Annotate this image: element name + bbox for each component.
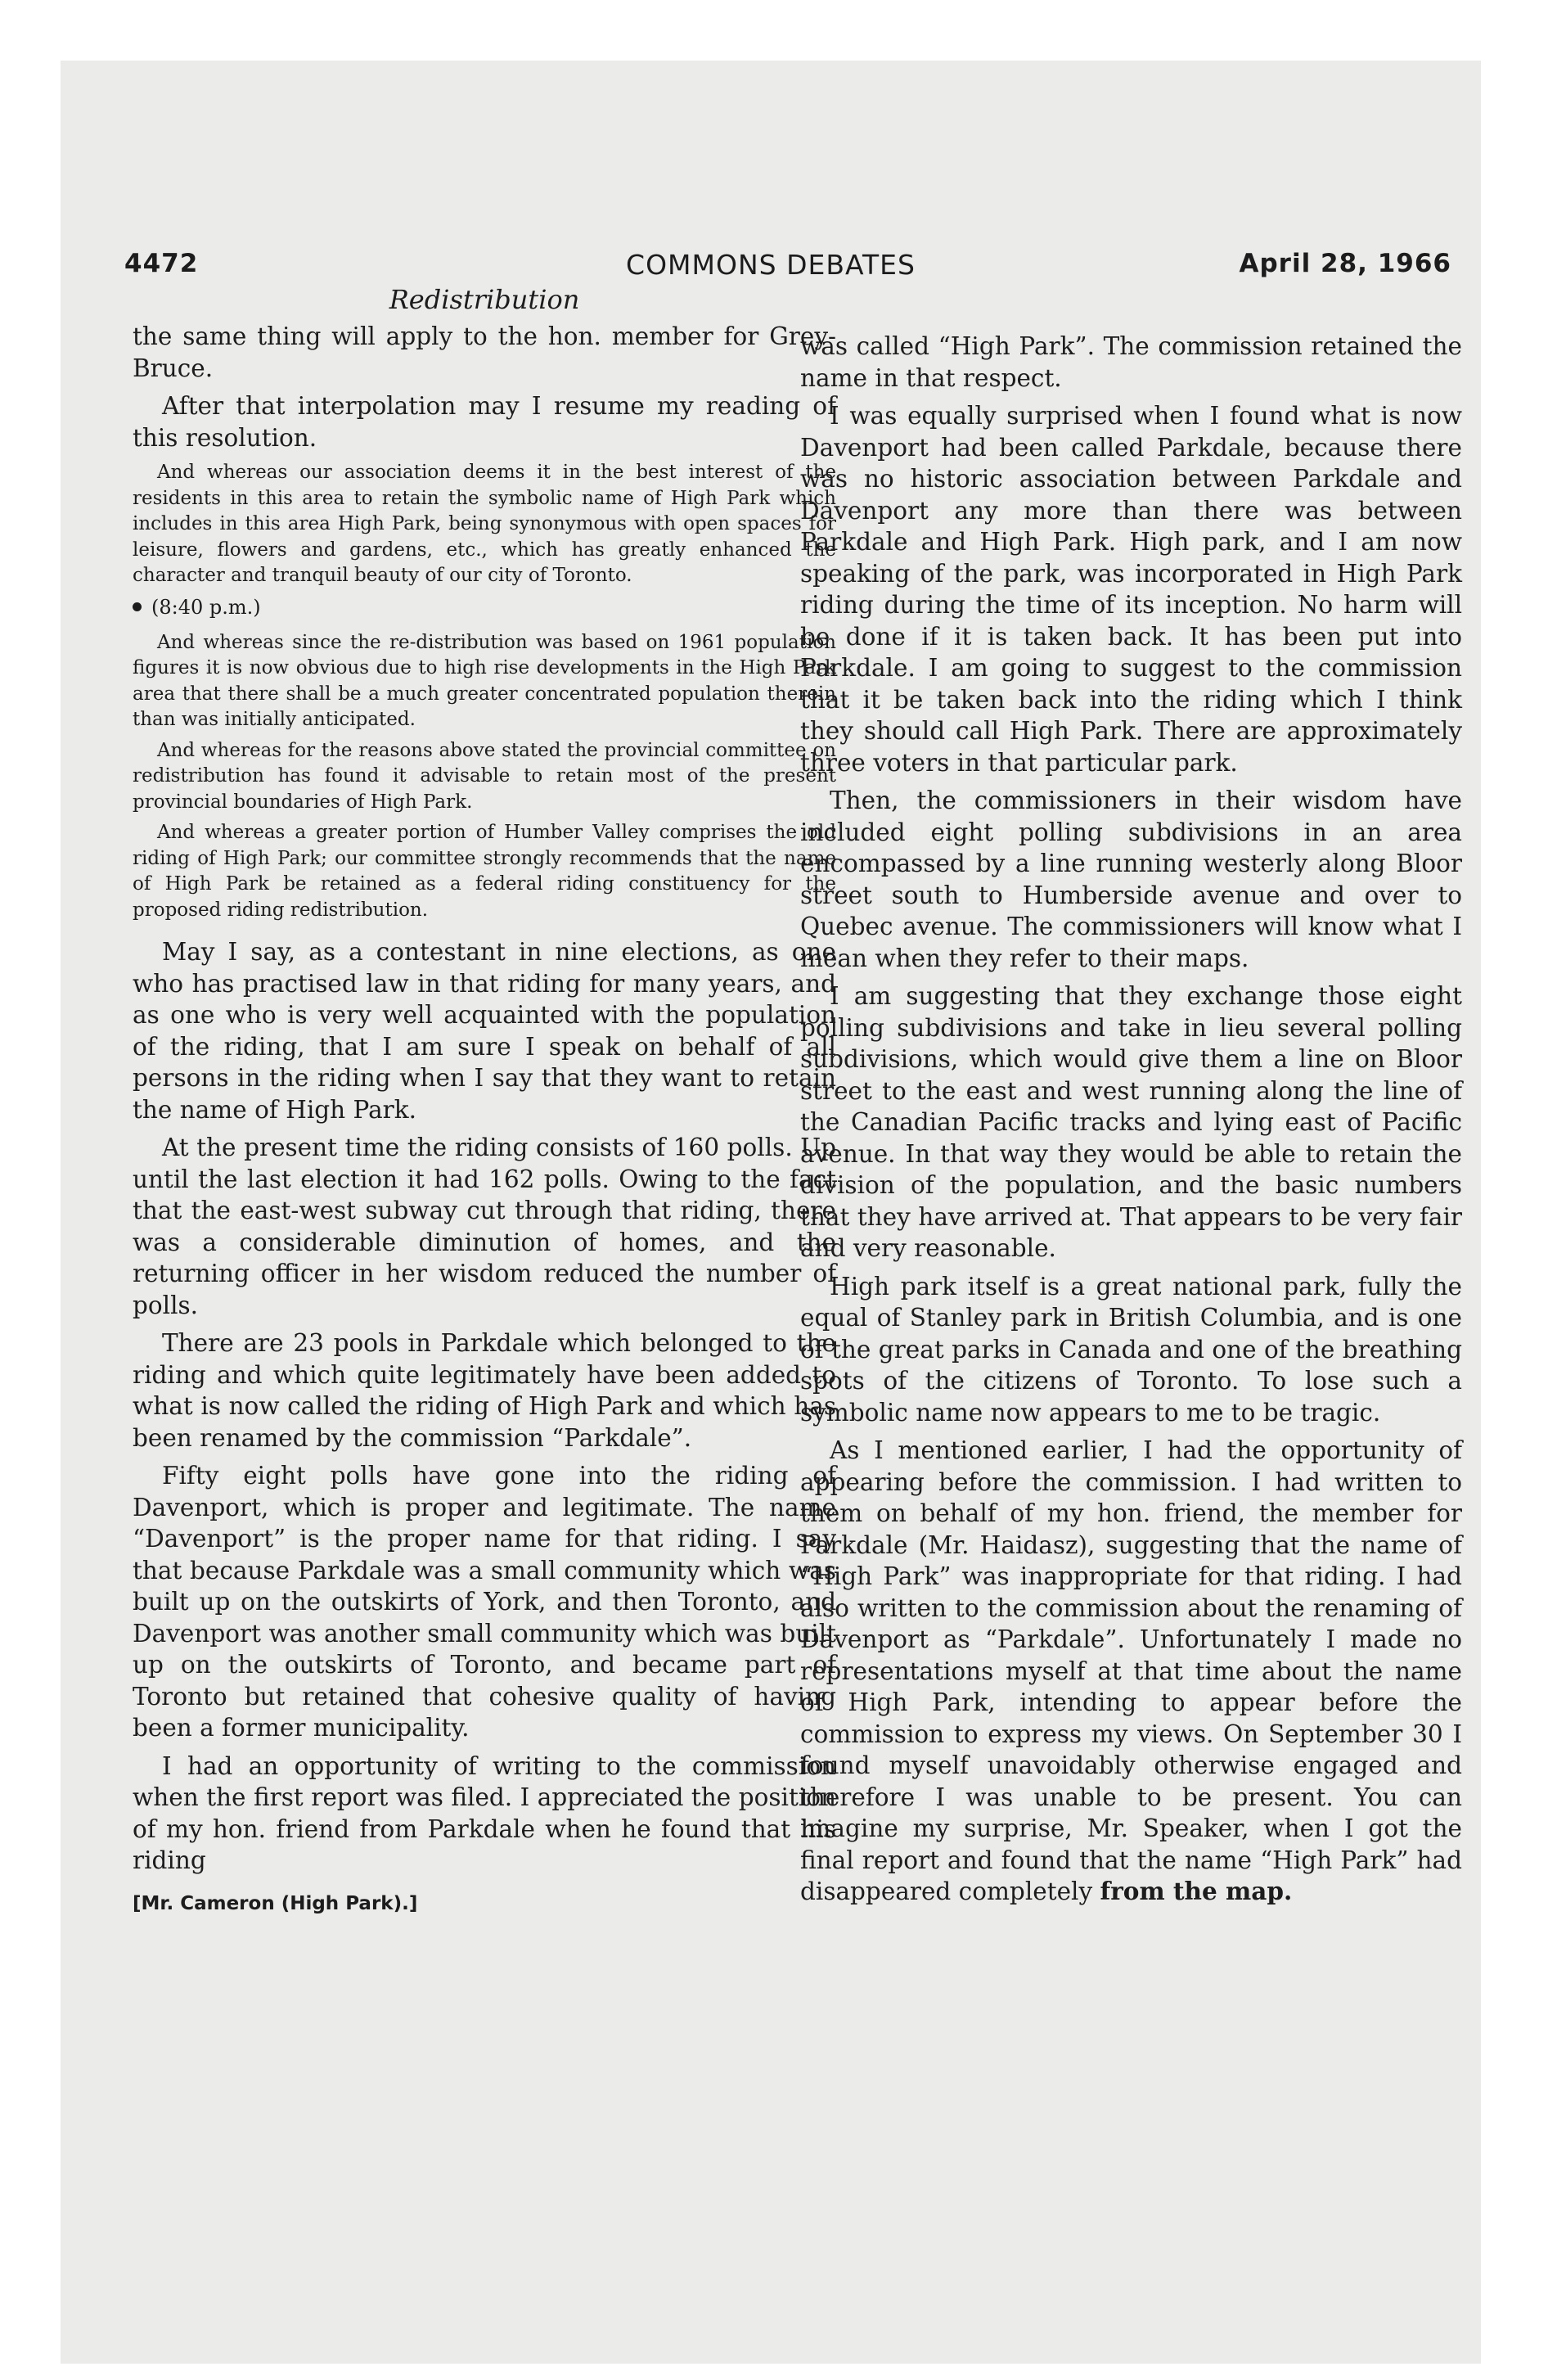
quoted-resolution: And whereas a greater portion of Humber Valley comprises the old riding of High Park; our committee strongly recommends that the name of High Park be retained as a federal riding constituency for the proposed riding redistribution.: [133, 822, 836, 921]
speaker-attribution: [Mr. Cameron (High Park).]: [133, 1892, 418, 1914]
bullet-icon: [133, 602, 142, 611]
paragraph: High park itself is a great national park, fully the equal of Stanley park in British Columbia, and is one of the great parks in Canada and one of the breathing spots of the citizens of Toronto. To lose such a symbolic name now appears to me to be tragic.: [800, 1272, 1462, 1427]
paragraph: the same thing will apply to the hon. member for Grey-Bruce.: [133, 322, 836, 382]
time-marker: [133, 594, 836, 620]
paragraph-ending: from the map.: [1100, 1877, 1293, 1905]
quoted-resolution: And whereas for the reasons above stated the provincial committee on redistribution has found it advisable to retain most of the present provincial boundaries of High Park.: [133, 739, 836, 813]
quoted-resolution: And whereas our association deems it in the best interest of the residents in this area to retain the symbolic name of High Park which includes in this area High Park, being synonymous with open spaces for leisure, flowers and gardens, etc., which has greatly enhanced the character and tranquil beauty of our city of Toronto.: [133, 462, 836, 586]
paragraph: Fifty eight polls have gone into the riding of Davenport, which is proper and legitimate. The name “Davenport” is the proper name for that riding. I say that because Parkdale was a small community which was built up on the outskirts of York, and then Toronto, and Davenport was another small community which was built up on the outskirts of Toronto, and became part of Toronto but retained that cohesive quality of having been a former municipality.: [133, 1462, 836, 1742]
page-sheet: [61, 61, 1481, 2364]
page-number: 4472: [124, 249, 199, 278]
right-column: [800, 331, 1462, 1914]
publication-date: April 28, 1966: [1239, 249, 1451, 278]
paragraph: was called “High Park”. The commission retained the name in that respect.: [800, 332, 1462, 392]
paragraph: Then, the commissioners in their wisdom have included eight polling subdivisions in an area encompassed by a line running westerly along Bloor street south to Humberside avenue and over to Quebec avenue. The commissioners will know what I mean when they refer to their maps.: [800, 787, 1462, 972]
paragraph: I had an opportunity of writing to the commission when the first report was filed. I appreciated the position of my hon. friend from Parkdale when he found that his riding: [133, 1751, 836, 1874]
paragraph: May I say, as a contestant in nine elections, as one who has practised law in that riding for many years, and as one who is very well acquainted with the population of the riding, that I am sure I speak on behalf of all persons in the riding when I say that they want to retain the name of High Park.: [133, 938, 836, 1124]
left-column: [133, 283, 836, 1914]
quoted-resolution: And whereas since the re-distribution was based on 1961 population figures it is now obvious due to high rise developments in the High Park area that there shall be a much greater concentrated population therein than was initially anticipated.: [133, 631, 836, 730]
paragraph: At the present time the riding consists of 160 polls. Up until the last election it had 162 polls. Owing to the fact that the east-west subway cut through that riding, there was a considerable diminution of homes, and the returning officer in her wisdom reduced the number of polls.: [133, 1134, 836, 1319]
section-title: Redistribution: [389, 284, 580, 315]
paragraph: I was equally surprised when I found what is now Davenport had been called Parkdale, because there was no historic association between Parkdale and Davenport any more than there was between Parkdale and High Park. High park, and I am now speaking of the park, was incorporated in High Park riding during the time of its inception. No harm will be done if it is taken back. It has been put into Parkdale. I am going to suggest to the commission that it be taken back into the riding which I think they should call High Park. There are approximately three voters in that particular park.: [800, 402, 1462, 777]
paragraph-text: As I mentioned earlier, I had the opportunity of appearing before the commission. I had written to them on behalf of my hon. friend, the member for Parkdale (Mr. Haidasz), suggesting that the name of “High Park” was inappropriate for that riding. I had also written to the commission about the renaming of Davenport as “Parkdale”. Unfortunately I made no representations myself at that time about the name of High Park, intending to appear before the commission to express my views. On September 30 I found myself unavoidably otherwise engaged and therefore I was unable to be present. You can imagine my surprise, Mr. Speaker, when I got the final report and found that the name “High Park” had disappeared completely: [800, 1436, 1462, 1905]
paragraph: [800, 1435, 1462, 1908]
paragraph: There are 23 pools in Parkdale which belonged to the riding and which quite legitimately have been added to what is now called the riding of High Park and which has been renamed by the commission “Parkdale”.: [133, 1329, 836, 1452]
paragraph: After that interpolation may I resume my reading of this resolution.: [133, 392, 836, 452]
timestamp-text: (8:40 p.m.): [151, 595, 261, 619]
paragraph: I am suggesting that they exchange those eight polling subdivisions and take in lieu several polling subdivisions, which would give them a line on Bloor street to the east and west running along the line of the Canadian Pacific tracks and lying east of Pacific avenue. In that way they would be able to retain the division of the population, and the basic numbers that they have arrived at. That appears to be very fair and very reasonable.: [800, 982, 1462, 1262]
publication-title: COMMONS DEBATES: [626, 249, 916, 281]
